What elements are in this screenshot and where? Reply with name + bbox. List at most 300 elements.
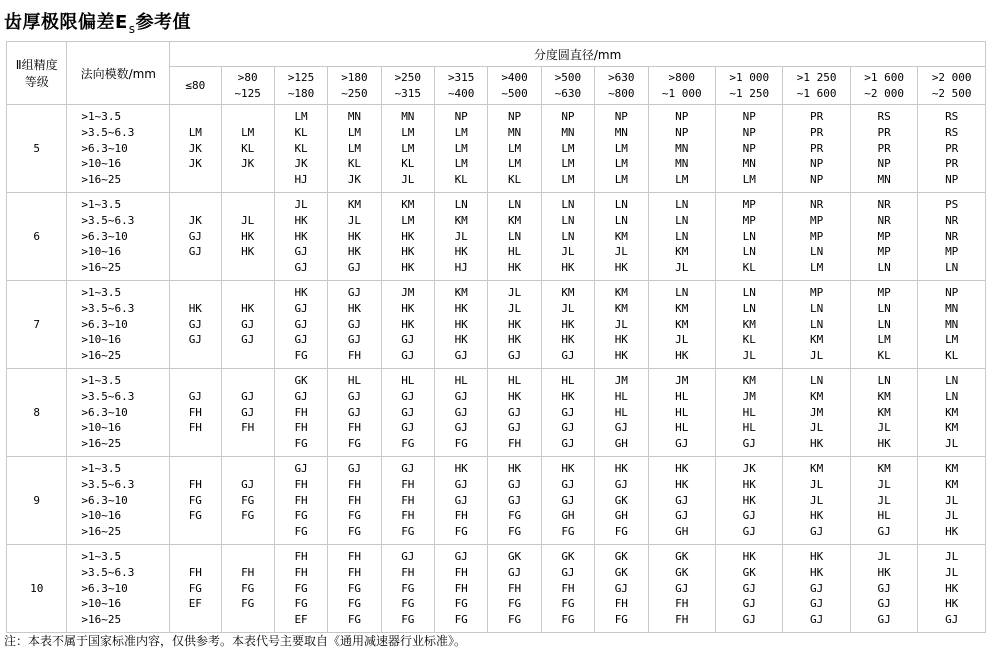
deviation-code: KL xyxy=(347,157,362,171)
deviation-code: GJ xyxy=(347,389,362,403)
deviation-code: LN xyxy=(675,286,689,299)
deviation-code: GJ xyxy=(877,525,891,539)
deviation-code: LM xyxy=(347,125,362,139)
deviation-code: LM xyxy=(507,157,522,171)
deviation-code: FH xyxy=(614,597,628,611)
deviation-code: JL xyxy=(810,493,824,507)
deviation-code: HK xyxy=(877,437,891,451)
deviation-code: GJ xyxy=(347,261,362,275)
deviation-code: KL xyxy=(742,261,756,275)
deviation-code: FH xyxy=(188,405,202,419)
module-range: >6.3~10 xyxy=(81,317,128,331)
deviation-code: NP xyxy=(742,110,756,123)
deviation-code: GJ xyxy=(401,405,415,419)
deviation-code: HL xyxy=(614,389,628,403)
deviation-code: JL xyxy=(945,493,959,507)
deviation-code: HK xyxy=(810,509,824,523)
module-range: >3.5~6.3 xyxy=(81,389,135,403)
deviation-cell xyxy=(170,105,221,193)
deviation-code: KM xyxy=(945,477,959,491)
module-range: >3.5~6.3 xyxy=(81,477,135,491)
deviation-code: JL xyxy=(614,245,628,259)
deviation-code: FG xyxy=(561,613,575,627)
deviation-code: HK xyxy=(507,462,522,475)
deviation-code: FG xyxy=(241,493,255,507)
deviation-code: MP xyxy=(742,213,756,227)
deviation-code: JM xyxy=(401,286,415,299)
diameter-range-upper: ~250 xyxy=(341,86,368,100)
deviation-code: FG xyxy=(561,597,575,611)
deviation-code: HK xyxy=(241,229,255,243)
deviation-code: HK xyxy=(675,477,689,491)
diameter-range-lower: >2 000 xyxy=(931,70,972,84)
deviation-code: LM xyxy=(347,141,362,155)
deviation-code: KM xyxy=(614,229,628,243)
deviation-code: LN xyxy=(742,301,756,315)
deviation-code: GJ xyxy=(401,349,415,363)
deviation-code: JK xyxy=(188,141,202,155)
deviation-code: HK xyxy=(561,317,575,331)
diameter-range-upper: ~2 000 xyxy=(864,86,905,100)
module-range: >1~3.5 xyxy=(81,374,122,387)
deviation-code: KM xyxy=(877,389,891,403)
deviation-code: HK xyxy=(945,581,959,595)
deviation-code: HK xyxy=(241,301,255,315)
deviation-code: GJ xyxy=(810,581,824,595)
diameter-range-upper: ~1 600 xyxy=(796,86,837,100)
deviation-code: EF xyxy=(188,597,202,611)
module-range: >6.3~10 xyxy=(81,229,128,243)
deviation-code: HL xyxy=(877,509,891,523)
deviation-code: PR xyxy=(810,141,824,155)
deviation-cell xyxy=(221,105,274,193)
deviation-code: NP xyxy=(945,286,959,299)
title-subscript: s xyxy=(128,22,136,36)
deviation-code: GJ xyxy=(241,477,255,491)
diameter-range-upper: ~400 xyxy=(447,86,475,100)
deviation-code: MN xyxy=(945,301,959,315)
deviation-code: FG xyxy=(294,349,308,363)
deviation-code: GJ xyxy=(675,509,689,523)
deviation-code: FG xyxy=(347,509,362,523)
deviation-code: KM xyxy=(945,421,959,435)
deviation-code: GJ xyxy=(507,493,522,507)
grade-cell: 7 xyxy=(7,281,67,369)
module-range: >16~25 xyxy=(81,173,122,187)
deviation-code: JL xyxy=(742,349,756,363)
deviation-code: LM xyxy=(294,110,308,123)
deviation-code: GJ xyxy=(347,317,362,331)
deviation-code: HK xyxy=(507,317,522,331)
deviation-code: HK xyxy=(945,525,959,539)
deviation-code: FH xyxy=(294,565,308,579)
deviation-code: GJ xyxy=(401,462,415,475)
deviation-code: FG xyxy=(347,597,362,611)
deviation-cell xyxy=(170,545,221,633)
deviation-code: FG xyxy=(507,509,522,523)
deviation-cell xyxy=(715,105,782,193)
diameter-range-upper: ~500 xyxy=(501,86,528,100)
deviation-code: FG xyxy=(401,613,415,627)
diameter-range-header xyxy=(328,67,381,105)
deviation-code: HK xyxy=(294,229,308,243)
diameter-range-lower: >800 xyxy=(668,70,695,84)
deviation-code: LN xyxy=(614,213,628,227)
deviation-code: JL xyxy=(945,437,959,451)
deviation-code: HK xyxy=(614,333,628,347)
deviation-cell xyxy=(381,281,434,369)
deviation-code: FH xyxy=(507,437,522,451)
deviation-code: MP xyxy=(877,286,891,299)
deviation-code: HL xyxy=(507,245,522,259)
deviation-cell xyxy=(328,281,381,369)
deviation-code: FG xyxy=(347,581,362,595)
deviation-cell xyxy=(170,369,221,457)
module-range: >6.3~10 xyxy=(81,581,128,595)
deviation-code: LN xyxy=(507,229,522,243)
deviation-cell xyxy=(328,105,381,193)
deviation-code: GJ xyxy=(810,525,824,539)
deviation-cell xyxy=(918,193,986,281)
deviation-code: MN xyxy=(507,125,522,139)
module-cell xyxy=(67,193,170,281)
module-range: >3.5~6.3 xyxy=(81,301,135,315)
deviation-code: GJ xyxy=(347,405,362,419)
deviation-code: FH xyxy=(507,581,522,595)
deviation-code: LN xyxy=(675,229,689,243)
deviation-code: GK xyxy=(675,565,689,579)
diameter-header: 分度圆直径/mm xyxy=(170,42,986,67)
diameter-range-upper: ~800 xyxy=(608,86,635,100)
module-range: >3.5~6.3 xyxy=(81,565,135,579)
header-row-1 xyxy=(7,42,986,67)
deviation-code: LM xyxy=(945,333,959,347)
deviation-code: LN xyxy=(561,198,575,211)
deviation-code: GH xyxy=(561,509,575,523)
deviation-code: NP xyxy=(877,157,891,171)
deviation-cell xyxy=(274,545,327,633)
deviation-code: HL xyxy=(675,389,689,403)
deviation-cell xyxy=(435,545,488,633)
module-cell xyxy=(67,281,170,369)
deviation-cell xyxy=(850,457,917,545)
diameter-range-upper: ~1 000 xyxy=(661,86,702,100)
deviation-cell xyxy=(170,193,221,281)
deviation-code: MN xyxy=(561,125,575,139)
deviation-code: KM xyxy=(347,198,362,211)
deviation-code: GJ xyxy=(561,437,575,451)
deviation-code: KM xyxy=(454,213,468,227)
diameter-range-upper: ~315 xyxy=(394,86,422,100)
deviation-code: FH xyxy=(347,565,362,579)
diameter-range-upper: ~180 xyxy=(287,86,315,100)
deviation-cell xyxy=(328,545,381,633)
deviation-code: PS xyxy=(945,198,959,211)
deviation-code: FG xyxy=(294,597,308,611)
deviation-cell xyxy=(274,105,327,193)
deviation-code: HK xyxy=(401,261,415,275)
deviation-code: PR xyxy=(810,125,824,139)
deviation-code: KM xyxy=(810,333,824,347)
deviation-code: FH xyxy=(294,477,308,491)
deviation-code: KM xyxy=(877,405,891,419)
module-range: >3.5~6.3 xyxy=(81,125,135,139)
deviation-code: JL xyxy=(810,421,824,435)
deviation-cell xyxy=(541,457,594,545)
deviation-code: FG xyxy=(561,525,575,539)
deviation-cell xyxy=(595,369,648,457)
deviation-cell xyxy=(328,457,381,545)
grade-cell: 9 xyxy=(7,457,67,545)
deviation-code: MN xyxy=(401,110,415,123)
deviation-cell xyxy=(648,457,715,545)
deviation-cell xyxy=(435,193,488,281)
deviation-code: KM xyxy=(945,462,959,475)
deviation-code: LM xyxy=(614,173,628,187)
deviation-code: HK xyxy=(401,245,415,259)
diameter-range-header xyxy=(170,67,221,105)
deviation-code: MP xyxy=(810,229,824,243)
deviation-cell xyxy=(715,193,782,281)
deviation-code: FH xyxy=(347,550,362,563)
deviation-code: EF xyxy=(294,613,308,627)
deviation-code: JL xyxy=(810,349,824,363)
deviation-code: KM xyxy=(614,301,628,315)
deviation-code: GJ xyxy=(401,389,415,403)
deviation-code: FH xyxy=(347,349,362,363)
deviation-cell xyxy=(595,105,648,193)
deviation-code: LN xyxy=(810,245,824,259)
deviation-code: GK xyxy=(742,565,756,579)
deviation-code: FH xyxy=(401,493,415,507)
deviation-code: FH xyxy=(561,581,575,595)
module-range: >6.3~10 xyxy=(81,493,128,507)
deviation-code: HK xyxy=(454,317,468,331)
deviation-code: JL xyxy=(561,245,575,259)
deviation-cell xyxy=(541,105,594,193)
deviation-code: PR xyxy=(877,125,891,139)
deviation-code: LN xyxy=(742,229,756,243)
deviation-code: HK xyxy=(561,462,575,475)
deviation-cell xyxy=(170,281,221,369)
deviation-code: KM xyxy=(507,213,522,227)
deviation-code: FG xyxy=(294,437,308,451)
deviation-cell xyxy=(221,457,274,545)
deviation-code: GJ xyxy=(742,509,756,523)
deviation-code: NP xyxy=(561,110,575,123)
deviation-code: FH xyxy=(294,405,308,419)
deviation-code: GJ xyxy=(877,581,891,595)
deviation-code: JM xyxy=(742,389,756,403)
deviation-code: HK xyxy=(401,317,415,331)
deviation-code: NP xyxy=(810,157,824,171)
deviation-code: HJ xyxy=(454,261,468,275)
deviation-code: PR xyxy=(945,157,959,171)
deviation-code: LM xyxy=(742,173,756,187)
deviation-cell xyxy=(648,545,715,633)
deviation-code: GJ xyxy=(675,581,689,595)
deviation-cell xyxy=(435,105,488,193)
module-cell xyxy=(67,545,170,633)
deviation-code: KM xyxy=(454,286,468,299)
deviation-code: FG xyxy=(454,613,468,627)
deviation-code: LM xyxy=(561,141,575,155)
deviation-code: LM xyxy=(810,261,824,275)
deviation-cell xyxy=(381,105,434,193)
deviation-cell xyxy=(328,193,381,281)
diameter-range-header xyxy=(850,67,917,105)
deviation-code: GK xyxy=(561,550,575,563)
deviation-code: LM xyxy=(454,125,468,139)
deviation-code: GJ xyxy=(188,317,202,331)
deviation-cell xyxy=(541,193,594,281)
deviation-cell xyxy=(595,193,648,281)
deviation-code: HK xyxy=(454,462,468,475)
deviation-code: LN xyxy=(877,261,891,275)
deviation-code: NP xyxy=(742,141,756,155)
deviation-code: LN xyxy=(675,198,689,211)
deviation-code: GK xyxy=(614,565,628,579)
diameter-range-upper: ~630 xyxy=(554,86,582,100)
module-range: >16~25 xyxy=(81,525,122,539)
deviation-code: GK xyxy=(614,493,628,507)
deviation-code: FH xyxy=(188,477,202,491)
deviation-code: FH xyxy=(347,493,362,507)
module-header: 法向模数/mm xyxy=(67,42,170,105)
deviation-code: LN xyxy=(810,317,824,331)
deviation-code: HK xyxy=(347,229,362,243)
deviation-code: HK xyxy=(241,245,255,259)
deviation-code: FH xyxy=(188,421,202,435)
module-range: >6.3~10 xyxy=(81,141,128,155)
table-row xyxy=(7,457,986,545)
deviation-code: FG xyxy=(401,437,415,451)
module-range: >1~3.5 xyxy=(81,110,122,123)
deviation-code: HK xyxy=(810,550,824,563)
deviation-code: KM xyxy=(742,374,756,387)
deviation-code: FG xyxy=(347,437,362,451)
deviation-code: GK xyxy=(675,550,689,563)
deviation-cell xyxy=(783,105,850,193)
deviation-code: GJ xyxy=(241,389,255,403)
deviation-cell xyxy=(274,193,327,281)
deviation-code: HK xyxy=(810,565,824,579)
deviation-code: FG xyxy=(507,525,522,539)
grade-header: Ⅱ组精度等级 xyxy=(7,42,67,105)
deviation-code: NR xyxy=(877,213,891,227)
deviation-code: HL xyxy=(507,374,522,387)
deviation-cell xyxy=(221,545,274,633)
deviation-code: FG xyxy=(188,509,202,523)
deviation-code: GJ xyxy=(401,333,415,347)
module-cell xyxy=(67,457,170,545)
deviation-code: LN xyxy=(945,374,959,387)
deviation-code: LM xyxy=(454,157,468,171)
deviation-code: NP xyxy=(675,125,689,139)
deviation-code: JM xyxy=(675,374,689,387)
deviation-code: FG xyxy=(454,437,468,451)
deviation-table xyxy=(6,41,986,633)
deviation-cell xyxy=(221,193,274,281)
deviation-code: JL xyxy=(877,477,891,491)
title-main: 齿厚极限偏差E xyxy=(4,12,128,33)
deviation-code: GJ xyxy=(561,493,575,507)
deviation-code: HL xyxy=(675,405,689,419)
deviation-code: GK xyxy=(507,550,522,563)
deviation-code: HK xyxy=(294,213,308,227)
deviation-code: NP xyxy=(507,110,522,123)
deviation-code: LM xyxy=(561,157,575,171)
title-suffix: 参考值 xyxy=(135,12,192,33)
deviation-code: LN xyxy=(945,389,959,403)
deviation-code: HL xyxy=(401,374,415,387)
diameter-range-upper: ~125 xyxy=(234,86,261,100)
deviation-code: MP xyxy=(877,245,891,259)
deviation-code: HK xyxy=(742,493,756,507)
deviation-code: LM xyxy=(877,333,891,347)
diameter-range-lower: >1 600 xyxy=(864,70,905,84)
deviation-code: HK xyxy=(675,349,689,363)
deviation-code: HK xyxy=(454,301,468,315)
deviation-code: NR xyxy=(945,213,959,227)
deviation-code: GH xyxy=(675,525,689,539)
deviation-code: HK xyxy=(347,245,362,259)
diameter-range-header xyxy=(715,67,782,105)
diameter-range-header xyxy=(918,67,986,105)
deviation-cell xyxy=(381,545,434,633)
diameter-range-header xyxy=(783,67,850,105)
deviation-code: LN xyxy=(614,198,628,211)
deviation-code: FG xyxy=(507,597,522,611)
grade-cell: 5 xyxy=(7,105,67,193)
deviation-code: GJ xyxy=(294,462,308,475)
deviation-code: FG xyxy=(401,597,415,611)
deviation-code: HL xyxy=(742,421,756,435)
deviation-code: NR xyxy=(877,198,891,211)
deviation-cell xyxy=(850,105,917,193)
deviation-code: FG xyxy=(454,597,468,611)
deviation-code: NP xyxy=(675,110,689,123)
deviation-code: MN xyxy=(877,173,891,187)
deviation-code: GJ xyxy=(401,550,415,563)
deviation-cell xyxy=(850,193,917,281)
module-range: >16~25 xyxy=(81,349,122,363)
deviation-code: HK xyxy=(561,333,575,347)
deviation-code: JK xyxy=(742,462,756,475)
deviation-code: FG xyxy=(241,597,255,611)
deviation-code: GJ xyxy=(561,405,575,419)
deviation-code: GJ xyxy=(454,405,468,419)
deviation-code: GJ xyxy=(454,349,468,363)
deviation-code: KL xyxy=(742,333,756,347)
deviation-cell xyxy=(918,545,986,633)
diameter-range-lower: >180 xyxy=(341,70,368,84)
deviation-code: KM xyxy=(742,317,756,331)
deviation-code: GJ xyxy=(614,477,628,491)
deviation-code: KL xyxy=(294,125,308,139)
deviation-code: JL xyxy=(810,477,824,491)
deviation-code: GJ xyxy=(188,333,202,347)
deviation-code: JL xyxy=(561,301,575,315)
deviation-code: LM xyxy=(454,141,468,155)
deviation-code: GJ xyxy=(561,477,575,491)
deviation-code: GJ xyxy=(454,477,468,491)
deviation-code: FH xyxy=(401,509,415,523)
deviation-code: GJ xyxy=(294,333,308,347)
deviation-code: GJ xyxy=(507,421,522,435)
deviation-code: LN xyxy=(945,261,959,275)
deviation-code: FG xyxy=(401,525,415,539)
